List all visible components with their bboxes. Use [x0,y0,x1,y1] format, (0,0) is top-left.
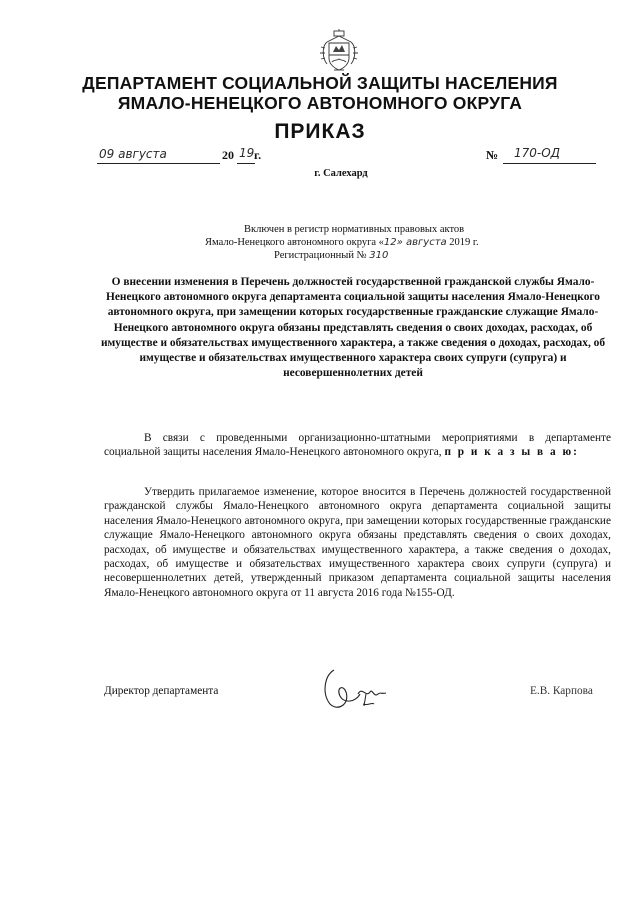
order-year-prefix: 20 [222,148,234,162]
preamble-text: В связи с проведенными организационно-штатными мероприятиями в департаменте социальной защиты населения Ямало-Ненецкого автономного округа, [104,432,611,459]
city: г. Салехард [314,168,368,179]
coat-of-arms-icon [318,28,360,72]
order-number-handwritten: 170-ОД [514,146,561,160]
date-underline [97,163,220,164]
registry-number-handwritten: 310 [369,250,389,261]
order-date-handwritten: 09 августа [99,147,167,161]
order-year-suffix: г. [254,148,262,162]
handwritten-signature [316,664,390,712]
order-word: п р и к а з ы в а ю: [444,446,579,459]
document-title: О внесении изменения в Перечень должностей государственной гражданской службы Ямало-Ненецкого автономного округа департамента социальной защиты населения Ямало-Ненецкого автономного округа, при замещении которых государственные гражданские служащие Ямало-Ненецкого автономного округа обязаны представлять сведения о своих доходах, расходах, об имуществе и обязательствах имущественного характера, а также сведения о доходах, расходах, об имуществе и обязательствах имущественного характера своих супруги (супруга) и несовершеннолетних детей [100,276,606,380]
registry-number-label: Регистрационный № [274,250,367,261]
preamble-paragraph [104,431,611,460]
org-name-line2: ЯМАЛО-НЕНЕЦКОГО АВТОНОМНОГО ОКРУГА [117,93,523,113]
registry-line3 [274,250,388,261]
registry-line2 [205,237,479,248]
order-number [486,148,606,166]
registry-date-handwritten: 12» августа [383,237,447,248]
order-date [97,148,297,166]
registry-line2-suffix: 2019 г. [446,237,479,248]
signer-position: Директор департамента [104,685,219,697]
main-paragraph: Утвердить прилагаемое изменение, которое вносится в Перечень должностей государственной гражданской службы Ямало-Ненецкого автономного округа департамента социальной защиты населения Ямало-Ненецкого автономного округа, при замещении которых государственные гражданские служащие Ямало-Ненецкого автономного округа обязаны представлять сведения о своих доходах, расходах, об имуществе и обязательствах имущественного характера, а также сведения о доходах, расходах, об имуществе и обязательствах имущественного характера своих супруги (супруга) и несовершеннолетних детей, утвержденный приказом департамента социальной защиты населения Ямало-Ненецкого автономного округа от 11 августа 2016 года №155-ОД. [104,486,611,599]
number-underline [503,163,596,164]
document-type: ПРИКАЗ [274,120,366,143]
registry-line1: Включен в регистр нормативных правовых актов [244,224,465,235]
signer-name: Е.В. Карпова [530,685,593,697]
order-year-handwritten: 19 [239,146,255,160]
org-name-line1: ДЕПАРТАМЕНТ СОЦИАЛЬНОЙ ЗАЩИТЫ НАСЕЛЕНИЯ [82,73,558,93]
number-sign: № [486,148,499,162]
registry-line2-prefix: Ямало-Ненецкого автономного округа « [205,237,384,248]
year-underline [237,163,255,164]
